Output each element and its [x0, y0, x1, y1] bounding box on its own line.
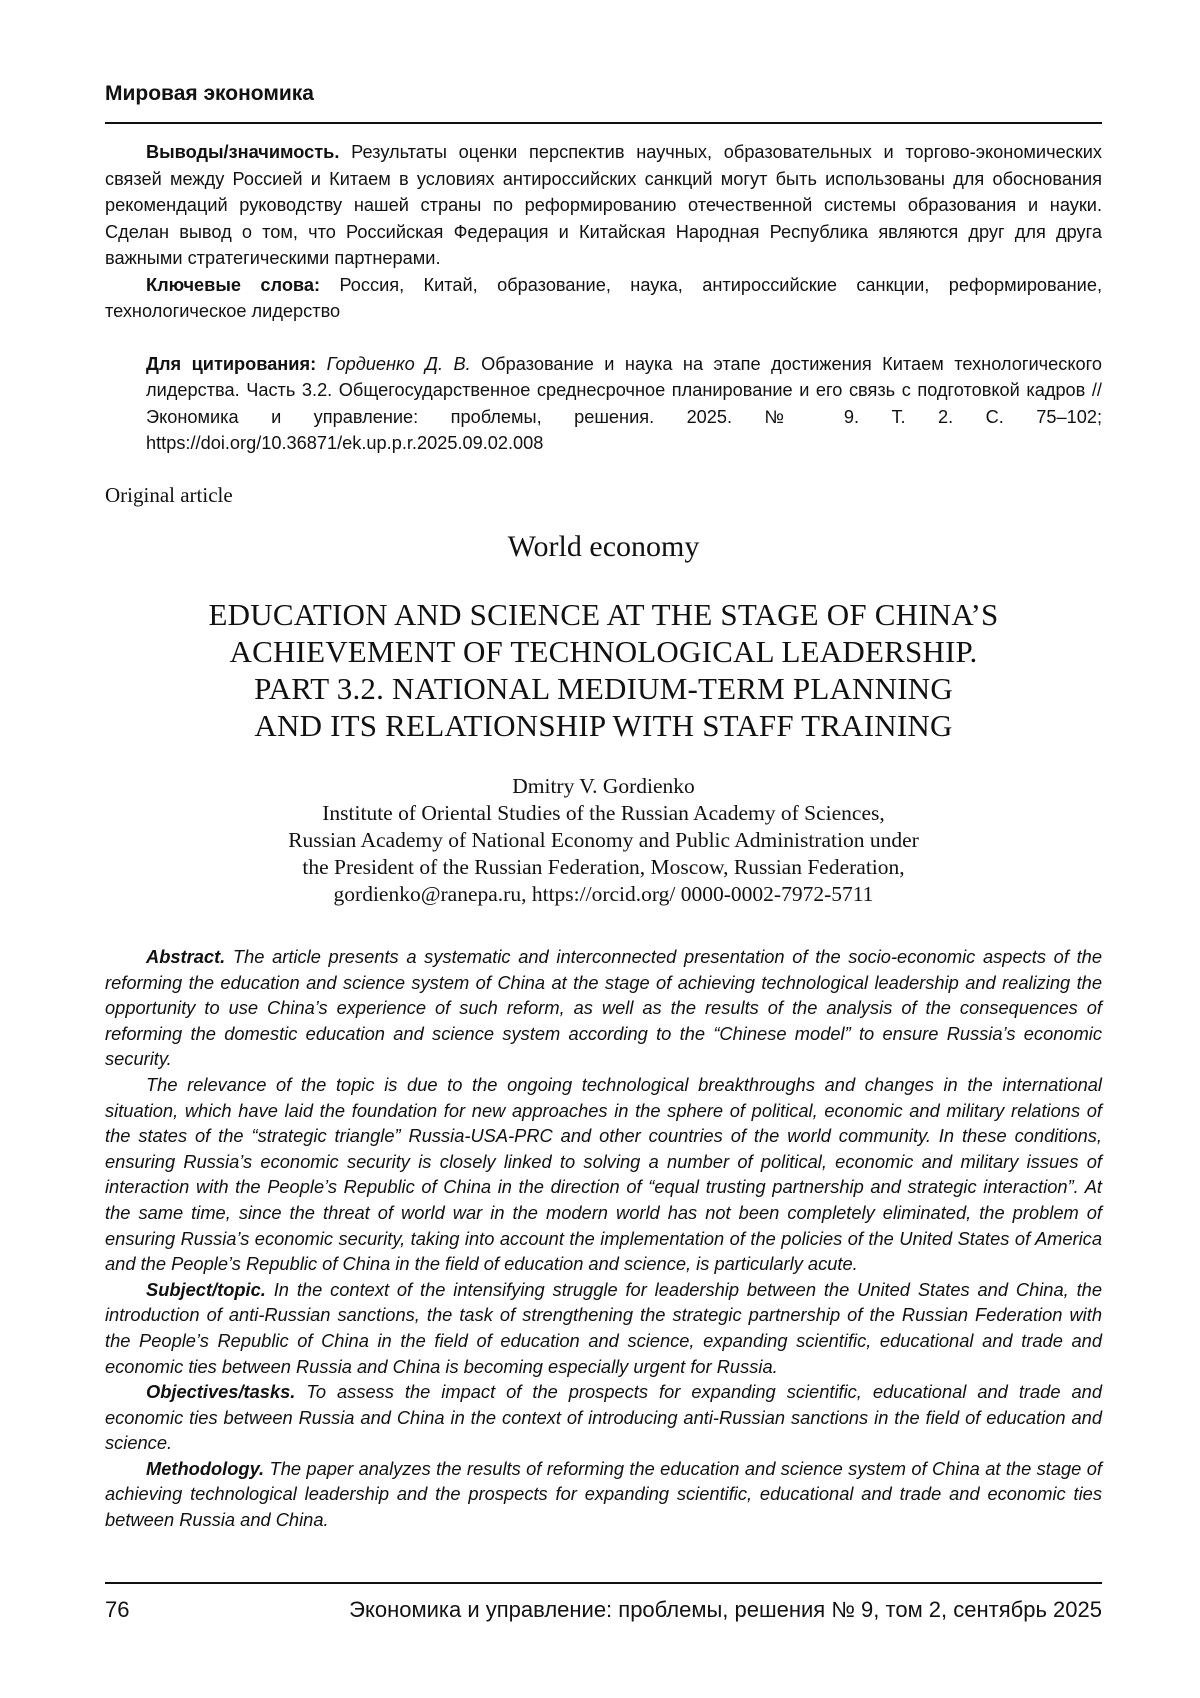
- citation-paragraph: [105, 351, 1102, 457]
- affiliation-line: the President of the Russian Federation, Moscow, Russian Federation,: [302, 855, 905, 879]
- affiliation-line: Russian Academy of National Economy and Public Administration under: [288, 828, 919, 852]
- rubric: World economy: [507, 530, 700, 563]
- methodology-text: The paper analyzes the results of reforming the education and science system of China at the stage of achieving technological leadership and the prospects for expanding scientific, educational and trade and economic ties between Russia and China.: [105, 1457, 1102, 1531]
- objectives-label: Objectives/tasks.: [146, 1381, 296, 1403]
- article-type: Original article: [105, 483, 233, 507]
- citation-label: Для цитирования:: [146, 353, 317, 374]
- subject-text: In the context of the intensifying struggle for leadership between the United States and China, the introduction of anti-Russian sanctions, the task of strengthening the strategic partnership of the Russian Federation with the People’s Republic of China in the field of education and science, expanding scientific, educational and trade and economic ties between Russia and China is becoming especially urgent for Russia.: [105, 1278, 1102, 1377]
- methodology-paragraph: [105, 1456, 1102, 1533]
- methodology-label: Methodology.: [146, 1457, 265, 1479]
- conclusions-label: Выводы/значимость.: [146, 142, 340, 162]
- objectives-paragraph: [105, 1379, 1102, 1456]
- article-title: [105, 596, 1102, 744]
- relevance-paragraph: The relevance of the topic is due to the ongoing technological breakthroughs and changes in the international situation, which have laid the foundation for new approaches in the sphere of political, economic and military relations of the states of the “strategic triangle” Russia-USA-PRC and other countries of the world community. In these conditions, ensuring Russia’s economic security is closely linked to solving a number of political, economic and military issues of interaction with the People’s Republic of China in the direction of “equal trusting partnership and strategic interaction”. At the same time, since the threat of world war in the modern world has not been completely eliminated, the problem of ensuring Russia’s economic security, taking into account the implementation of the policies of the United States of America and the People’s Republic of China in the field of education and science, is particularly acute.: [105, 1073, 1102, 1275]
- keywords-text: Россия, Китай, образование, наука, антироссийские санкции, реформирование, технологическое лидерство: [105, 274, 1102, 321]
- keywords-label: Ключевые слова:: [146, 274, 321, 295]
- russian-summary: [105, 139, 1102, 457]
- keywords-paragraph: [105, 272, 1102, 325]
- abstract: [105, 944, 1102, 1533]
- journal-footer: Экономика и управление: проблемы, решения № 9, том 2, сентябрь 2025: [349, 1597, 1102, 1622]
- title-line: AND ITS RELATIONSHIP WITH STAFF TRAINING: [254, 708, 953, 743]
- author-name: Dmitry V. Gordienko: [512, 774, 695, 798]
- title-line: PART 3.2. NATIONAL MEDIUM-TERM PLANNING: [254, 671, 953, 706]
- conclusions-text: Результаты оценки перспектив научных, образовательных и торгово-экономических связей между Россией и Китаем в условиях антироссийских санкций могут быть использованы для обоснования рекомендаций руководству нашей страны по реформированию отечественной системы образования и науки. Сделан вывод о том, что Российская Федерация и Китайская Народная Республика являются друг для друга важными стратегическими партнерами.: [105, 142, 1102, 268]
- citation-author: Гордиенко Д. В.: [316, 353, 471, 374]
- title-line: EDUCATION AND SCIENCE AT THE STAGE OF CHINA’S: [208, 597, 999, 632]
- abstract-text: The article presents a systematic and interconnected presentation of the socio-economic aspects of the reforming the education and science system of China at the stage of achieving technological leadership and realizing the opportunity to use China’s experience of such reform, as well as the results of the analysis of the consequences of reforming the domestic education and science system according to the “Chinese model” to ensure Russia’s economic security.: [105, 946, 1102, 1070]
- objectives-text: To assess the impact of the prospects for expanding scientific, educational and trade and economic ties between Russia and China in the context of introducing anti-Russian sanctions in the field of education and science.: [105, 1381, 1102, 1454]
- header-rule: [105, 122, 1102, 124]
- running-header: Мировая экономика: [105, 82, 314, 105]
- abstract-paragraph: [105, 944, 1102, 1072]
- subject-label: Subject/topic.: [146, 1278, 266, 1300]
- citation-text: Образование и наука на этапе достижения Китаем технологического лидерства. Часть 3.2. Общегосударственное среднесрочное планирование и его связь с подготовкой кадров // Экономика и управление: проблемы, решения. 2025. № 9. Т. 2. С. 75–102; https://doi.org/10.36871/ek.up.p.r.2025.09.02.008: [146, 353, 1102, 453]
- conclusions-paragraph: [105, 139, 1102, 272]
- page-number: 76: [105, 1597, 130, 1622]
- subject-paragraph: [105, 1277, 1102, 1379]
- page: [105, 0, 1102, 1698]
- footer-rule: [105, 1582, 1102, 1584]
- abstract-label: Abstract.: [146, 946, 226, 967]
- title-line: ACHIEVEMENT OF TECHNOLOGICAL LEADERSHIP.: [229, 634, 978, 669]
- author-block: [105, 773, 1102, 908]
- author-contacts: gordienko@ranepa.ru, https://orcid.org/ 0000-0002-7972-5711: [333, 882, 874, 906]
- affiliation-line: Institute of Oriental Studies of the Russian Academy of Sciences,: [322, 801, 885, 825]
